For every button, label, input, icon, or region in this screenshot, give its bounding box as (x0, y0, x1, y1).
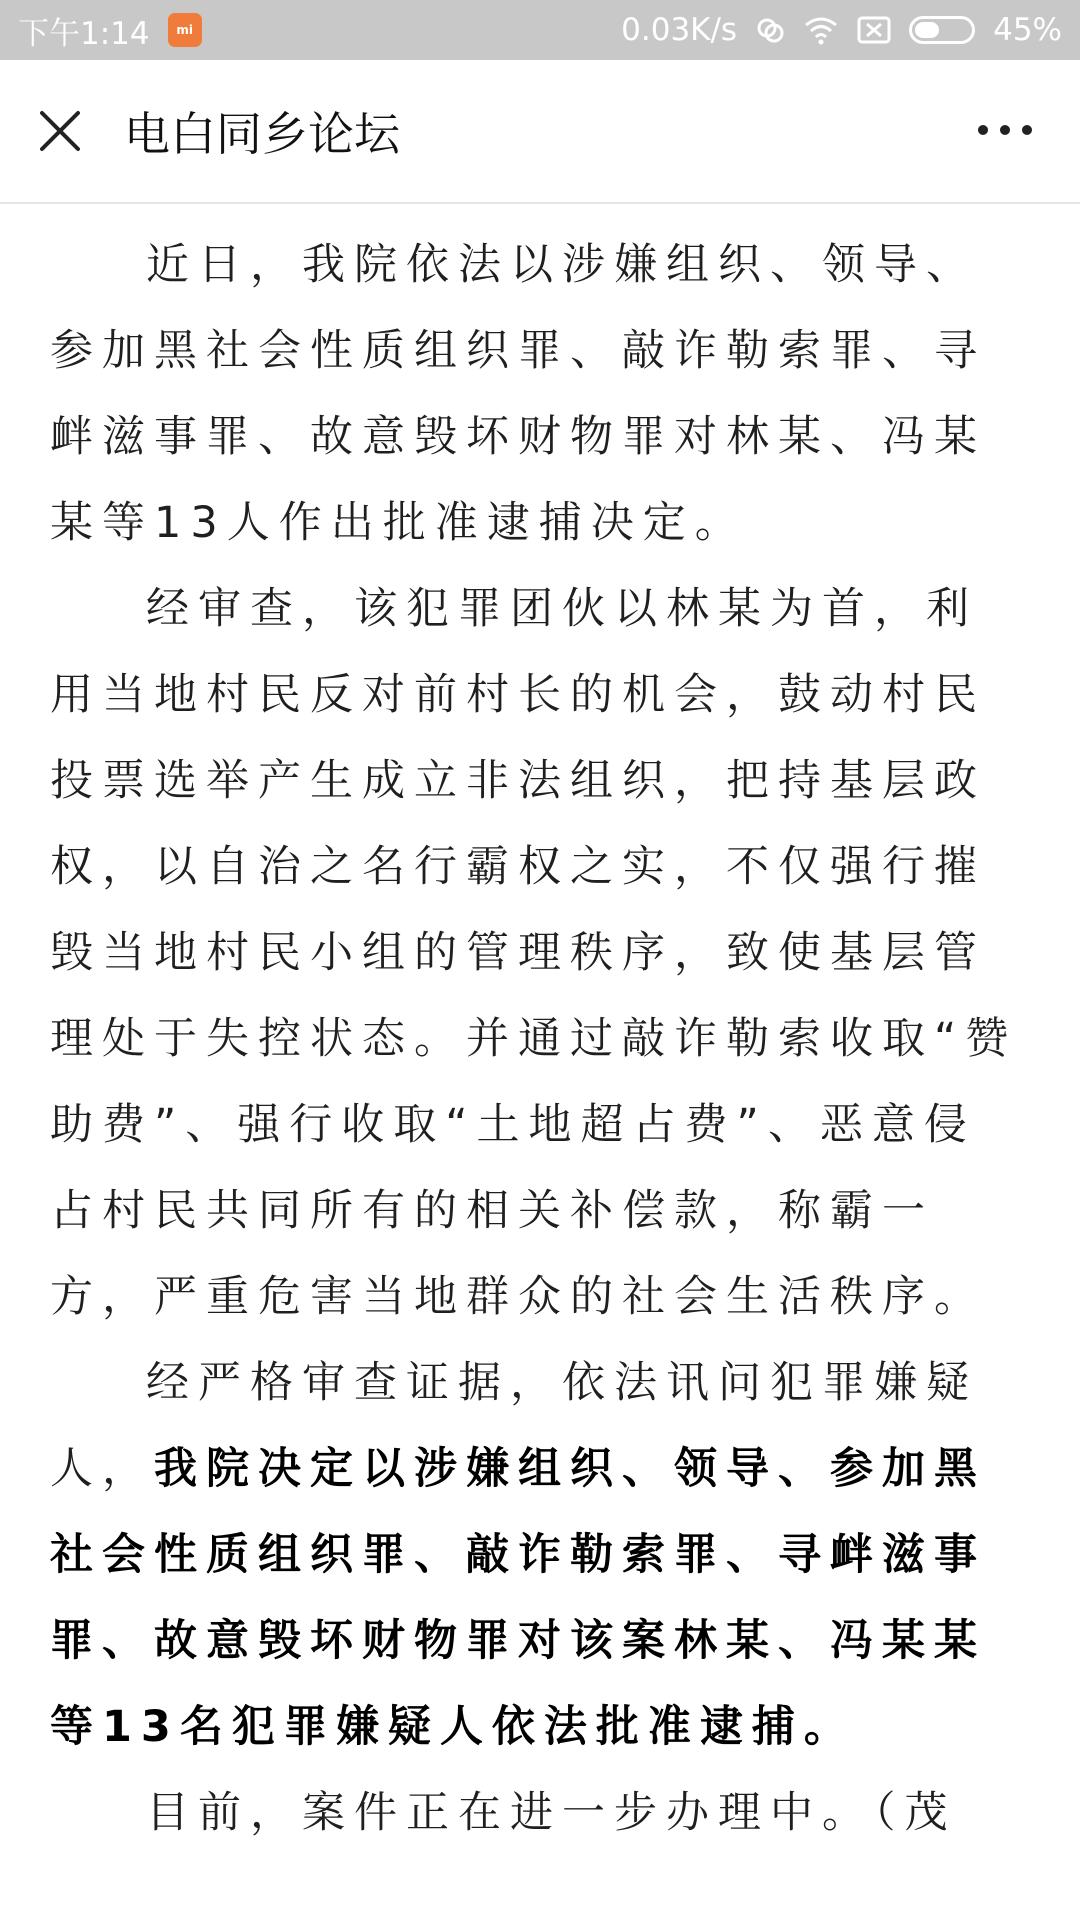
battery-fill (915, 22, 939, 38)
paragraph-3-normal: 经严格审查证据，依法讯问犯罪嫌疑人， (50, 1358, 978, 1494)
paragraph-3-bold: 我院决定以涉嫌组织、领导、参加黑社会性质组织罪、敲诈勒索罪、寻衅滋事罪、故意毁坏财物罪对该案林某、冯某某等13名犯罪嫌疑人依法批准逮捕。 (50, 1444, 986, 1752)
app-header (0, 60, 1080, 204)
wifi-icon (803, 15, 839, 45)
sim-icon (857, 15, 891, 45)
paragraph-3 (50, 1340, 1025, 1770)
mi-app-icon: mi (168, 13, 202, 47)
more-button[interactable] (970, 105, 1040, 155)
article-body (50, 222, 1025, 1856)
status-time: 下午1:14 (18, 15, 150, 52)
paragraph-4: 目前，案件正在进一步办理中。（茂 (146, 1788, 957, 1838)
status-bar (0, 0, 1080, 60)
close-icon (38, 109, 82, 153)
battery-icon (909, 16, 975, 44)
more-icon (977, 124, 1033, 136)
close-button[interactable] (30, 101, 90, 161)
paragraph-1: 近日，我院依法以涉嫌组织、领导、参加黑社会性质组织罪、敲诈勒索罪、寻衅滋事罪、故意毁坏财物罪对林某、冯某某等13人作出批准逮捕决定。 (50, 240, 986, 548)
paragraph-2: 经审查，该犯罪团伙以林某为首，利用当地村民反对前村长的机会，鼓动村民投票选举产生成立非法组织，把持基层政权，以自治之名行霸权之实，不仅强行摧毁当地村民小组的管理秩序，致使基层管理处于失控状态。并通过敲诈勒索收取“赞助费”、强行收取“土地超占费”、恶意侵占村民共同所有的相关补偿款，称霸一方，严重危害当地群众的社会生活秩序。 (50, 584, 1018, 1322)
battery-percent: 45% (993, 12, 1062, 48)
net-speed: 0.03K/s (621, 12, 738, 48)
page-title: 电白同乡论坛 (124, 107, 400, 161)
sync-icon (755, 15, 785, 45)
